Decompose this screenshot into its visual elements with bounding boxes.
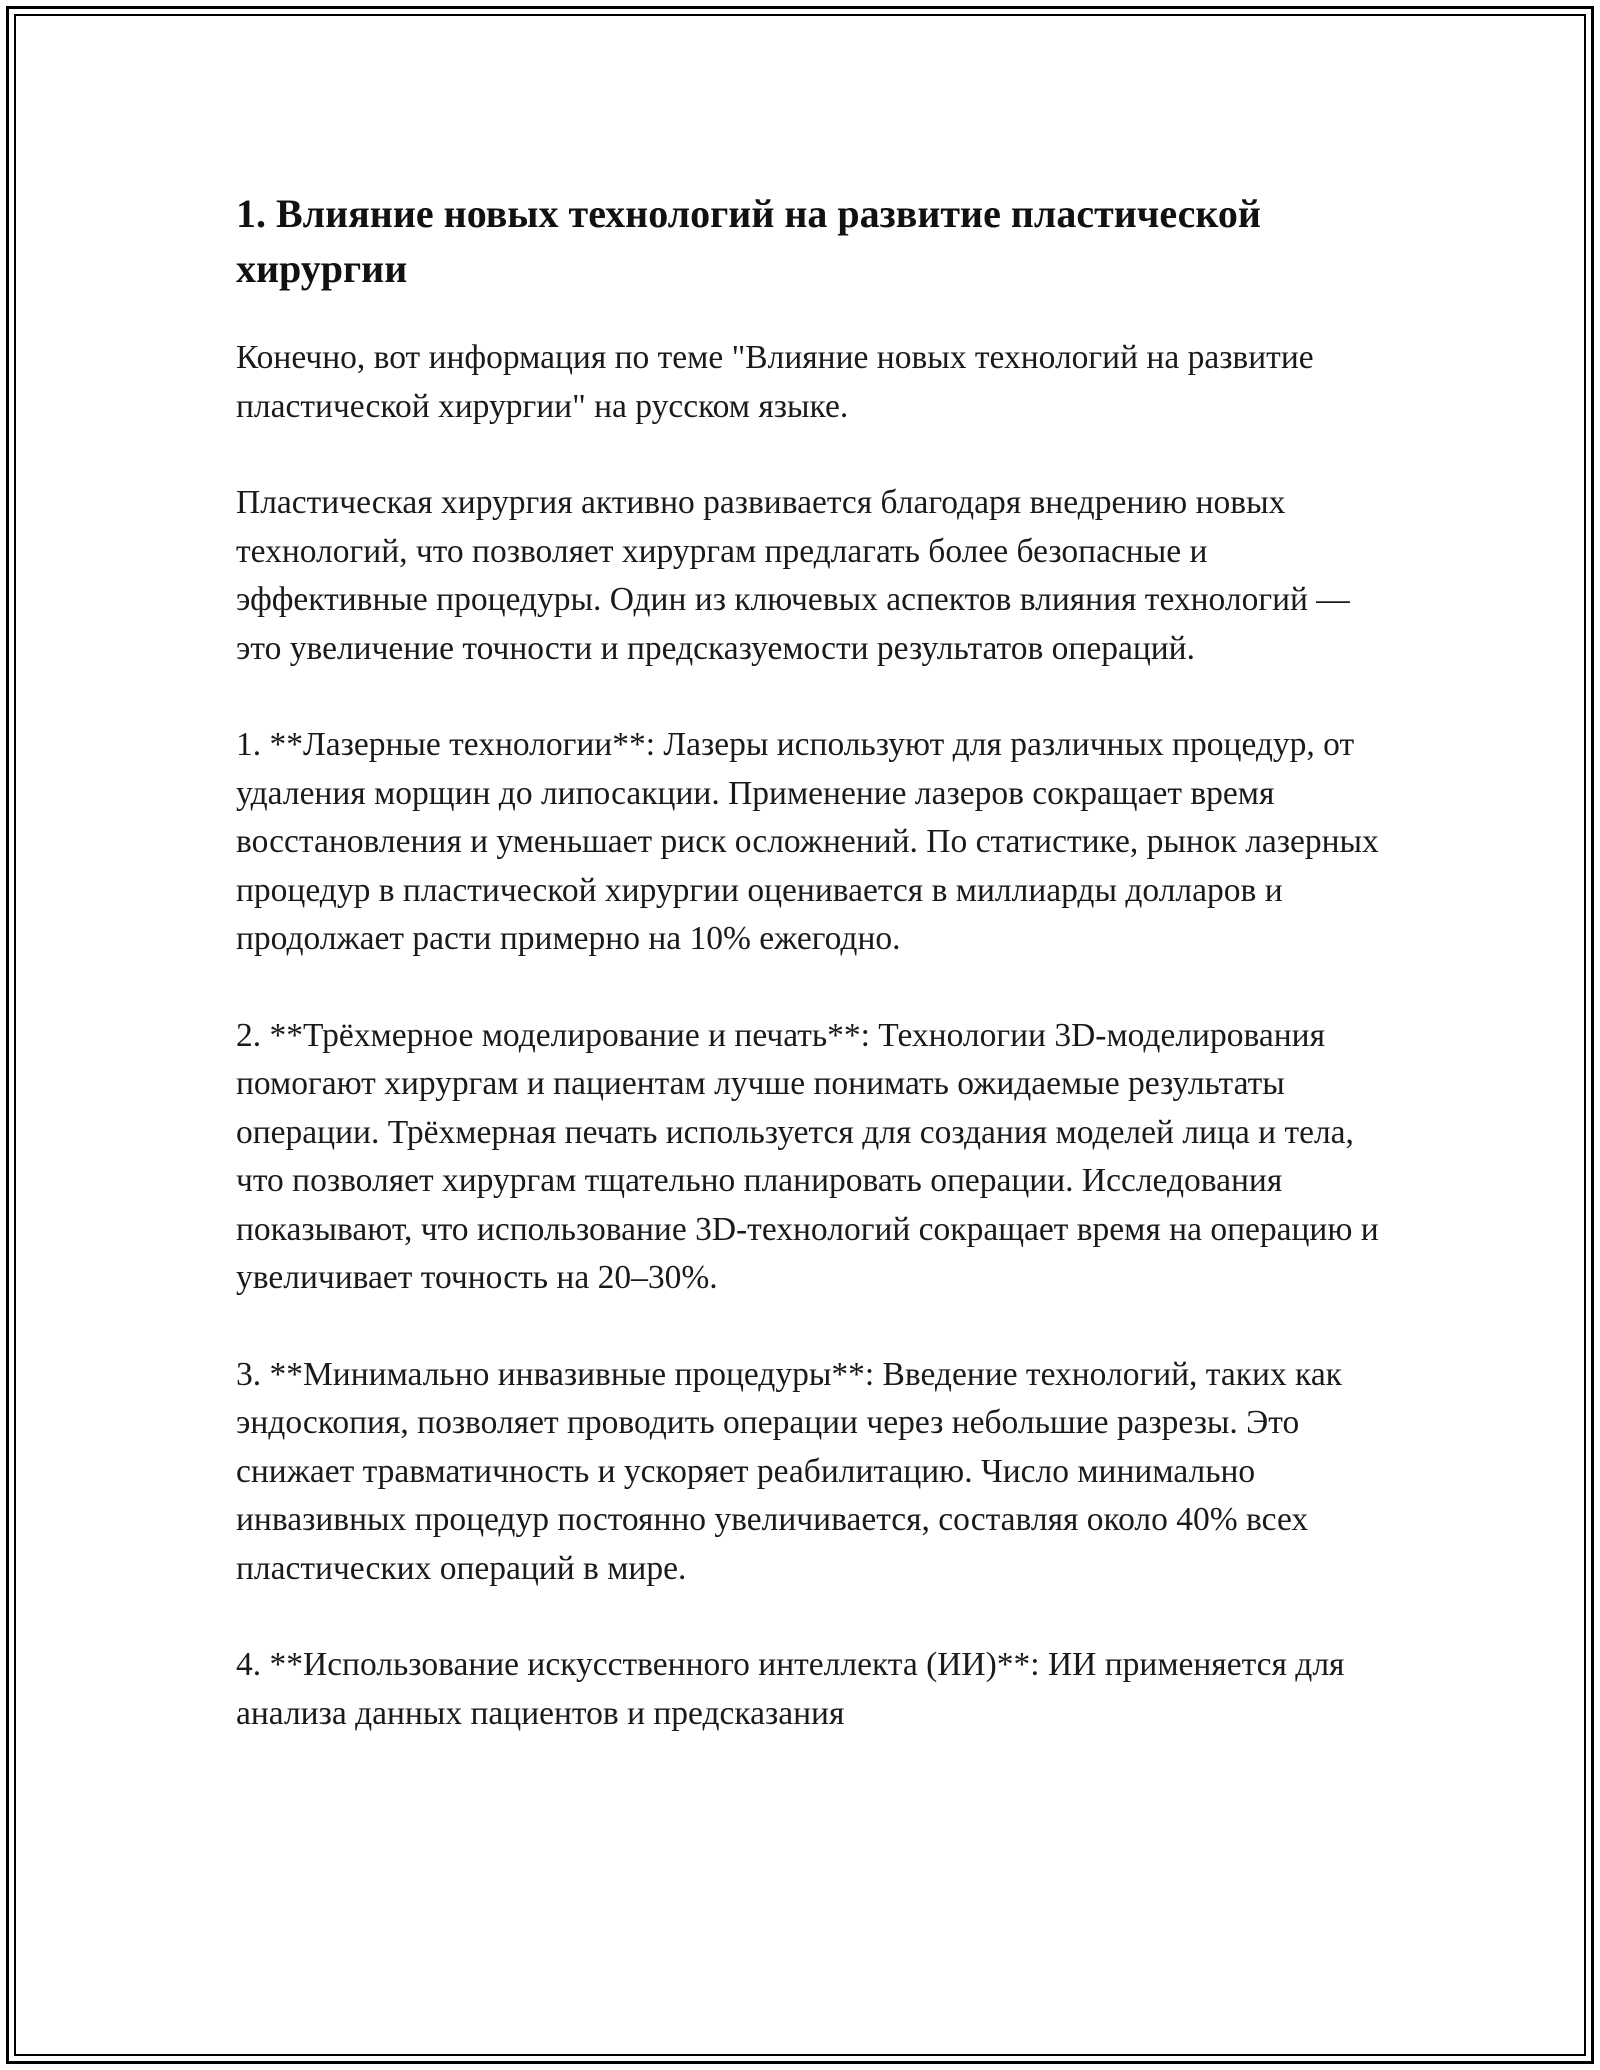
document-body xyxy=(236,186,1386,1786)
document-title: 1. Влияние новых технологий на развитие пластической хирургии xyxy=(236,191,1261,291)
paragraph-3d-modeling: 2. **Трёхмерное моделирование и печать**: Технологии 3D-моделирования помогают хирургам и пациентам лучше понимать ожидаемые результаты операции. Трёхмерная печать используется для создания моделей лица и тела, что позволяет хирургам тщательно планировать операции. Исследования показывают, что использование 3D-технологий сокращает время на операцию и увеличивает точность на 20–30%. xyxy=(236,1016,1379,1296)
paragraph-intro: Конечно, вот информация по теме "Влияние новых технологий на развитие пластической хирургии" на русском языке. xyxy=(236,339,1314,425)
paragraph-laser-technologies: 1. **Лазерные технологии**: Лазеры используют для различных процедур, от удаления морщин до липосакции. Применение лазеров сокращает время восстановления и уменьшает риск осложнений. По статистике, рынок лазерных процедур в пластической хирургии оценивается в миллиарды долларов и продолжает расти примерно на 10% ежегодно. xyxy=(236,726,1379,957)
paragraph-overview: Пластическая хирургия активно развивается благодаря внедрению новых технологий, что позволяет хирургам предлагать более безопасные и эффективные процедуры. Один из ключевых аспектов влияния технологий — это увеличение точности и предсказуемости результатов операций. xyxy=(236,484,1350,667)
paragraph-minimally-invasive: 3. **Минимально инвазивные процедуры**: Введение технологий, таких как эндоскопия, позволяет проводить операции через небольшие разрезы. Это снижает травматичность и ускоряет реабилитацию. Число минимально инвазивных процедур постоянно увеличивается, составляя около 40% всех пластических операций в мире. xyxy=(236,1355,1342,1587)
paragraph-artificial-intelligence: 4. **Использование искусственного интеллекта (ИИ)**: ИИ применяется для анализа данных пациентов и предсказания xyxy=(236,1646,1345,1732)
